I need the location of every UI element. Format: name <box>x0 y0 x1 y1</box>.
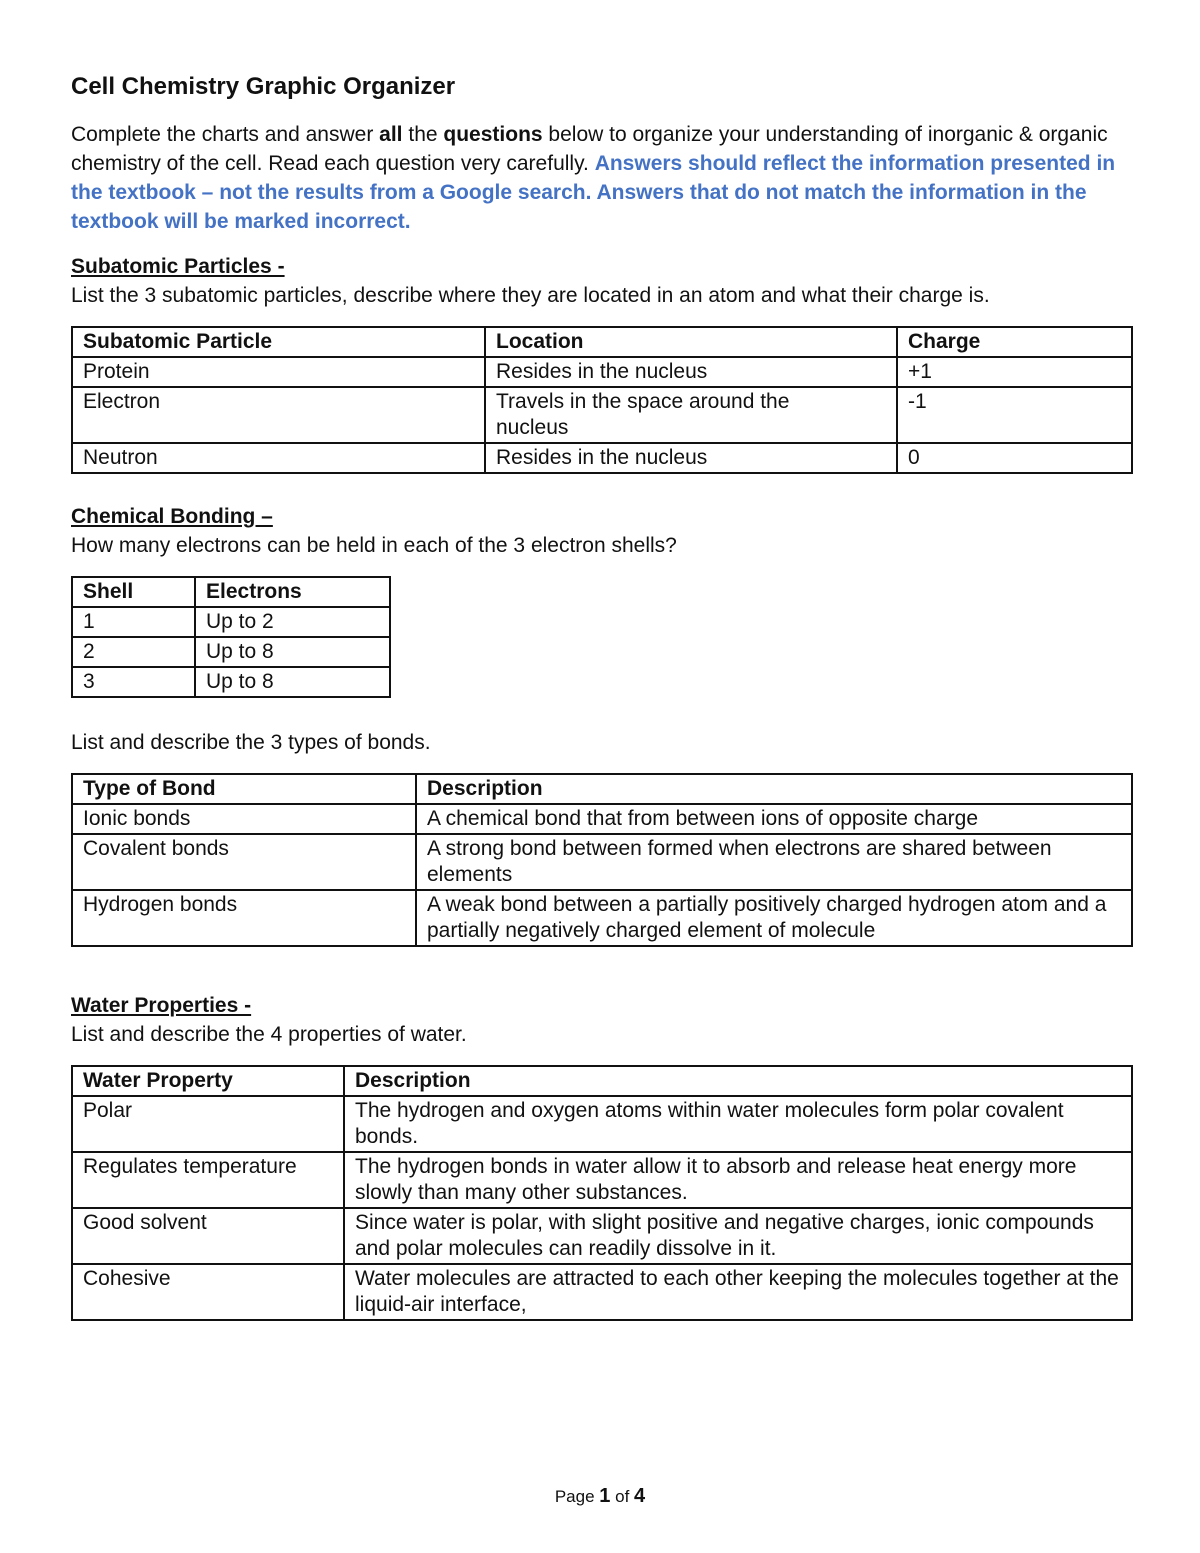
table-cell: Electron <box>72 387 485 443</box>
table-cell: +1 <box>897 357 1132 387</box>
page-word: Page <box>554 1487 595 1506</box>
table-row <box>72 890 1132 946</box>
table-cell: Covalent bonds <box>72 834 416 890</box>
table-cell: 1 <box>72 607 195 637</box>
header-cell: Water Property <box>72 1066 344 1096</box>
table-row <box>72 607 390 637</box>
intro-bold-all: all <box>379 123 403 146</box>
page-total: 4 <box>634 1485 646 1507</box>
instructions-paragraph <box>71 120 1131 236</box>
table-row <box>72 667 390 697</box>
subatomic-heading: Subatomic Particles - <box>71 255 285 278</box>
intro-text-1: Complete the charts and answer <box>71 123 380 146</box>
bond-types-prompt: List and describe the 3 types of bonds. <box>71 731 431 754</box>
table-header-row <box>72 774 1132 804</box>
table-cell: The hydrogen and oxygen atoms within water molecules form polar covalent bonds. <box>344 1096 1132 1152</box>
header-cell: Shell <box>72 577 195 607</box>
table-cell: Resides in the nucleus <box>485 357 897 387</box>
header-cell: Subatomic Particle <box>72 327 485 357</box>
table-cell: Resides in the nucleus <box>485 443 897 473</box>
water-prompt: List and describe the 4 properties of water. <box>71 1023 467 1046</box>
of-word: of <box>615 1487 630 1506</box>
table-cell: Hydrogen bonds <box>72 890 416 946</box>
header-cell: Type of Bond <box>72 774 416 804</box>
intro-text-3: below to organize your understanding of inorganic & organic chemistry of the cell. Read each question very carefully. <box>71 123 1108 175</box>
table-cell: -1 <box>897 387 1132 443</box>
table-cell: Up to 8 <box>195 637 390 667</box>
bond-types-table <box>71 773 1133 947</box>
table-cell: Up to 8 <box>195 667 390 697</box>
table-cell: Since water is polar, with slight positive and negative charges, ionic compounds and polar molecules can readily dissolve in it. <box>344 1208 1132 1264</box>
table-header-row <box>72 327 1132 357</box>
table-header-row <box>72 1066 1132 1096</box>
header-cell: Description <box>416 774 1132 804</box>
table-cell: Polar <box>72 1096 344 1152</box>
table-cell: A strong bond between formed when electrons are shared between elements <box>416 834 1132 890</box>
intro-warning-blue: Answers should reflect the information presented in the textbook – not the results from a Google search. Answers that do not match the information in the textbook will be marked incorrect. <box>71 152 1116 233</box>
table-row <box>72 804 1132 834</box>
table-cell: Up to 2 <box>195 607 390 637</box>
document-content <box>71 70 1131 1321</box>
table-row <box>72 834 1132 890</box>
shell-table <box>71 576 391 698</box>
table-cell: A weak bond between a partially positively charged hydrogen atom and a partially negatively charged element of molecule <box>416 890 1132 946</box>
table-row <box>72 637 390 667</box>
page-title: Cell Chemistry Graphic Organizer <box>71 73 456 100</box>
table-row <box>72 1208 1132 1264</box>
table-cell: The hydrogen bonds in water allow it to absorb and release heat energy more slowly than many other substances. <box>344 1152 1132 1208</box>
subatomic-prompt: List the 3 subatomic particles, describe where they are located in an atom and what their charge is. <box>71 284 990 307</box>
table-cell: 0 <box>897 443 1132 473</box>
intro-bold-questions: questions <box>443 123 543 146</box>
header-cell: Electrons <box>195 577 390 607</box>
table-row <box>72 1152 1132 1208</box>
table-row <box>72 387 1132 443</box>
page-number: 1 <box>599 1485 611 1507</box>
table-row <box>72 443 1132 473</box>
water-properties-table <box>71 1065 1133 1321</box>
table-cell: 2 <box>72 637 195 667</box>
subatomic-table <box>71 326 1133 474</box>
table-header-row <box>72 577 390 607</box>
intro-text-2: the <box>402 123 444 146</box>
water-heading: Water Properties - <box>71 994 252 1017</box>
table-cell: Good solvent <box>72 1208 344 1264</box>
table-cell: A chemical bond that from between ions of opposite charge <box>416 804 1132 834</box>
table-cell: Ionic bonds <box>72 804 416 834</box>
table-cell: Water molecules are attracted to each other keeping the molecules together at the liquid-air interface, <box>344 1264 1132 1320</box>
table-cell: Cohesive <box>72 1264 344 1320</box>
header-cell: Description <box>344 1066 1132 1096</box>
table-cell: Travels in the space around the nucleus <box>485 387 897 443</box>
bonding-prompt: How many electrons can be held in each of the 3 electron shells? <box>71 534 677 557</box>
table-cell: Protein <box>72 357 485 387</box>
header-cell: Location <box>485 327 897 357</box>
bonding-heading: Chemical Bonding – <box>71 505 273 528</box>
table-row <box>72 357 1132 387</box>
header-cell: Charge <box>897 327 1132 357</box>
table-row <box>72 1264 1132 1320</box>
table-cell: Neutron <box>72 443 485 473</box>
table-cell: 3 <box>72 667 195 697</box>
table-row <box>72 1096 1132 1152</box>
page-footer <box>0 1485 1200 1508</box>
table-cell: Regulates temperature <box>72 1152 344 1208</box>
